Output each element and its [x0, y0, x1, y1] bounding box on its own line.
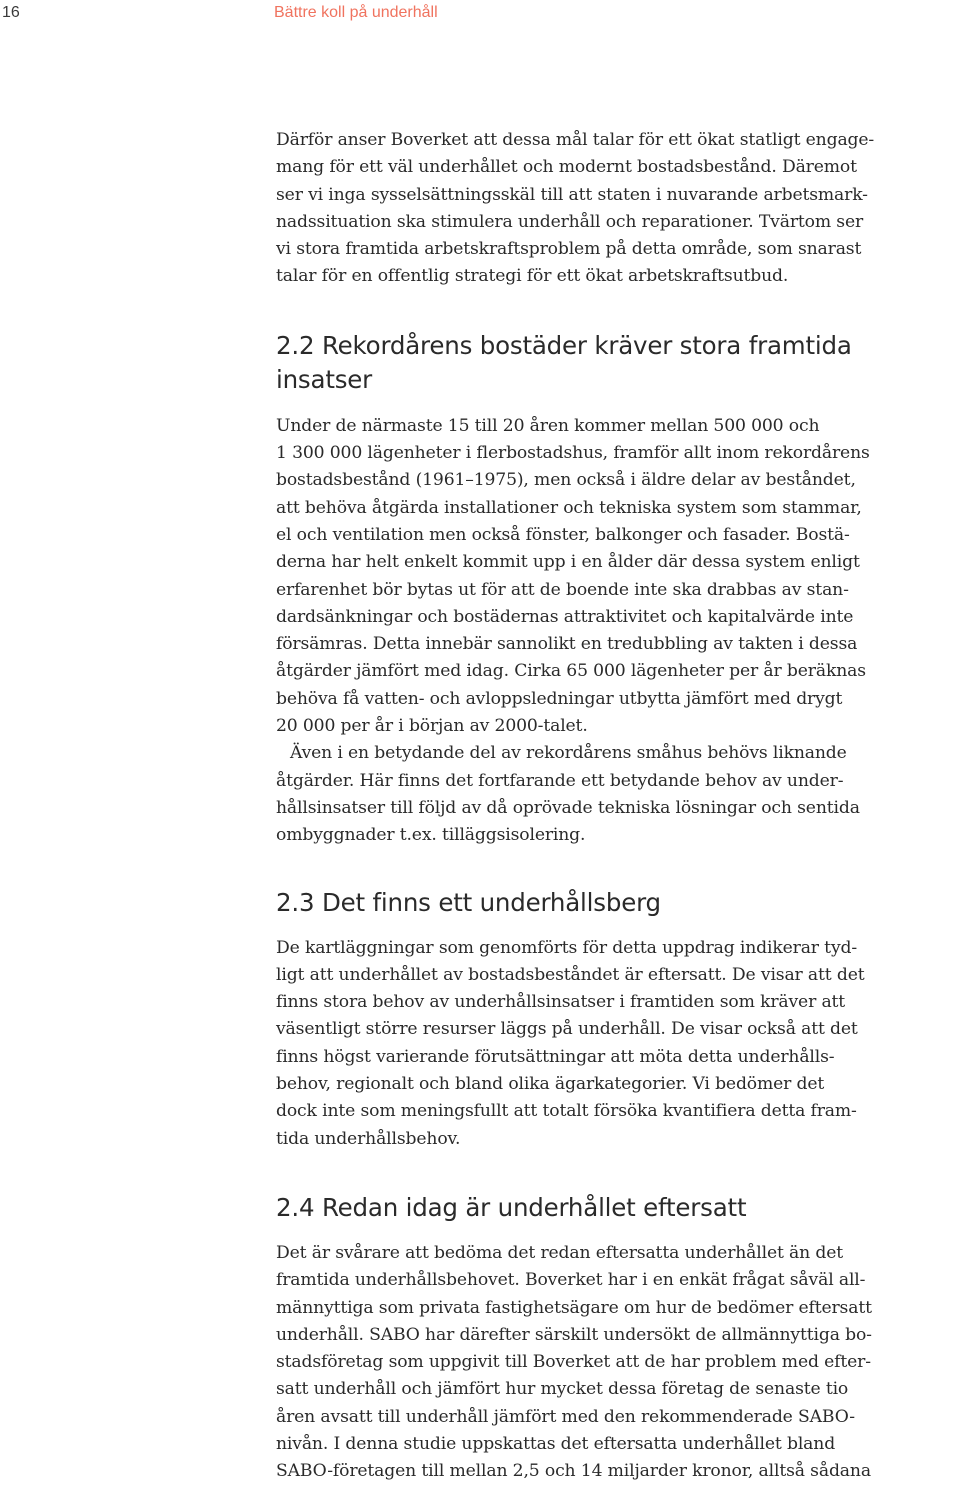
section-2-2-paragraph-2: Även i en betydande del av rekordårens småhus behövs liknande åtgärder. Här finns det fortfarande ett betydande behov av under- hållsinsatser till följd av då oprövade tekniska lösningar och sentida ombyggnader t.ex. tilläggsisolering.: [276, 743, 860, 846]
main-content: [276, 127, 960, 1486]
page-number: 16: [2, 4, 20, 21]
running-title: Bättre koll på underhåll: [274, 4, 438, 21]
section-heading-2-2: 2.2 Rekordårens bostäder kräver stora framtida insatser: [276, 330, 852, 394]
section-2-3-paragraph-1: De kartläggningar som genomförts för detta uppdrag indikerar tyd- ligt att underhållet av bostadsbeståndet är eftersatt. De visar att det finns stora behov av underhållsinsatser i framtiden som kräver att väsentligt större resurser läggs på underhåll. De visar också att det finns högst varierande förutsättningar att möta detta underhålls- behov, regionalt och bland olika ägarkategorier. Vi bedömer det dock inte som meningsfullt att totalt försöka kvantifiera detta fram- tida underhållsbehov.: [276, 937, 865, 1149]
section-2-2-paragraph-1: Under de närmaste 15 till 20 åren kommer mellan 500 000 och 1 300 000 lägenheter i flerbostadshus, framför allt inom rekordårens bostadsbestånd (1961–1975), men också i äldre delar av beståndet, att behöva åtgärda installationer och tekniska system som stammar, el och ventilation men också fönster, balkonger och fasader. Bostä- derna har helt enkelt kommit upp i en ålder där dessa system enligt erfarenhet bör bytas ut för att de boende inte ska drabbas av stan- dardsänkningar och bostädernas attraktivitet och kapitalvärde inte försämras. Detta innebär sannolikt en tredubbling av takten i dessa åtgärder jämfört med idag. Cirka 65 000 lägenheter per år beräknas behöva få vatten- och avloppsledningar utbytta jämfört med drygt 20 000 per år i början av 2000-talet.: [276, 415, 870, 737]
section-2-4-paragraph-1: Det är svårare att bedöma det redan eftersatta underhållet än det framtida underhållsbehovet. Boverket har i en enkät frågat såväl all- männyttiga som privata fastighetsägare om hur de bedömer eftersatt underhåll. SABO har därefter särskilt undersökt de allmännyttiga bo- stadsföretag som uppgivit till Boverket att de har problem med efter- satt underhåll och jämfört hur mycket dessa företag de senaste tio åren avsatt till underhåll jämfört med den rekommenderade SABO- nivån. I denna studie uppskattas det eftersatta underhållet bland SABO-företagen till mellan 2,5 och 14 miljarder kronor, alltså sådana: [276, 1242, 872, 1482]
page-header: [0, 0, 960, 26]
section-heading-2-4: 2.4 Redan idag är underhållet eftersatt: [276, 1192, 747, 1222]
intro-paragraph: Därför anser Boverket att dessa mål talar för ett ökat statligt engage- mang för ett väl underhållet och modernt bostadsbestånd. Däremot ser vi inga sysselsättningsskäl till att staten i nuvarande arbetsmark- nadssituation ska stimulera underhåll och reparationer. Tvärtom ser vi stora framtida arbetskraftsproblem på detta område, som snarast talar för en offentlig strategi för ett ökat arbetskraftsutbud.: [276, 130, 875, 287]
section-heading-2-3: 2.3 Det finns ett underhållsberg: [276, 887, 661, 917]
